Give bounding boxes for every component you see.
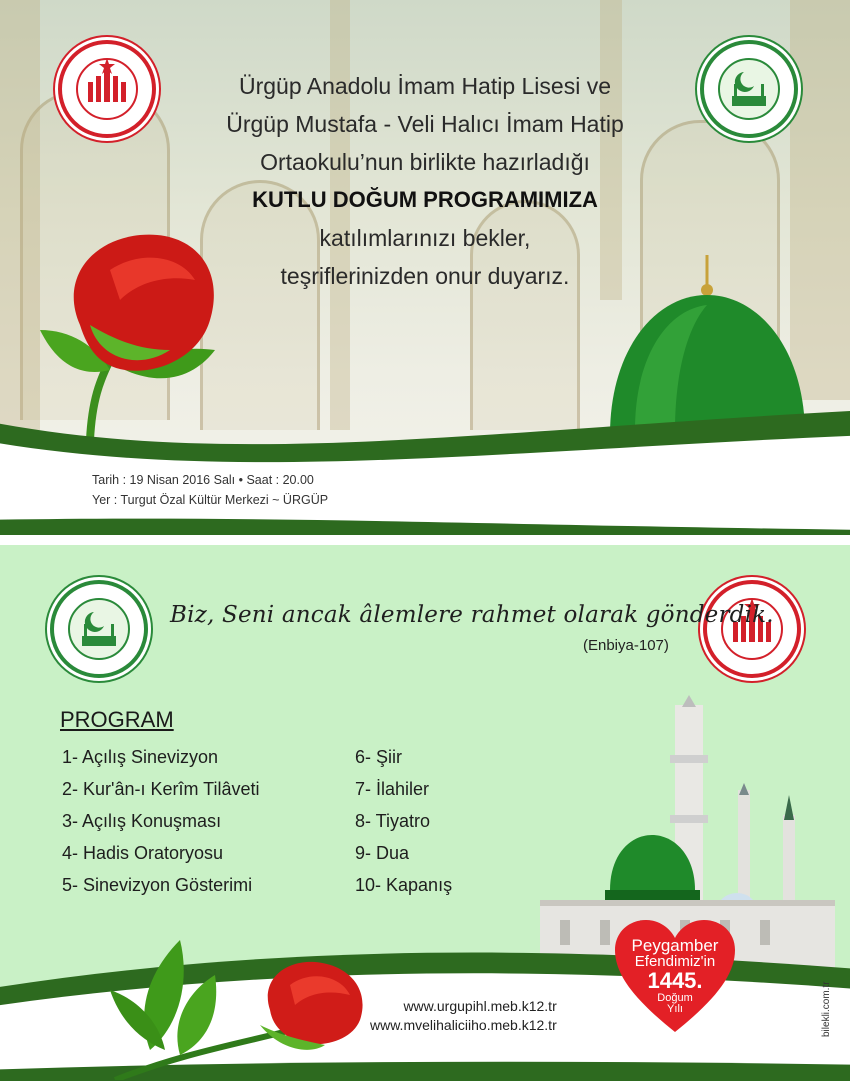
- list-item: 9- Dua: [355, 843, 410, 863]
- heading-line: Ortaokulu’nun birlikte hazırladığı: [260, 149, 590, 175]
- verse-text: Biz, Seni ancak âlemlere rahmet olarak gönderdik.: [170, 602, 774, 628]
- list-item: 1- Açılış Sinevizyon: [62, 747, 219, 767]
- list-item: 7- İlahiler: [355, 779, 430, 799]
- heading-line: Ürgüp Anadolu İmam Hatip Lisesi ve: [238, 73, 612, 99]
- event-date: Tarih : 19 Nisan 2016 Salı • Saat : 20.00: [92, 473, 314, 487]
- websites: [370, 997, 557, 1035]
- school-logo-left: [50, 580, 148, 678]
- list-item: 6- Şiir: [355, 747, 403, 767]
- program-title: PROGRAM: [60, 707, 174, 732]
- verse-reference: (Enbiya-107): [583, 637, 669, 654]
- rose-icon: [110, 930, 390, 1080]
- heart-line: Yılı: [667, 1003, 683, 1015]
- program-list-left: [62, 741, 260, 901]
- heart-number: 1445.: [647, 968, 703, 993]
- footer-wave: [0, 400, 850, 535]
- list-item: 10- Kapanış: [355, 875, 453, 895]
- school-logo-icon: [707, 584, 797, 674]
- program-list-right: [355, 741, 452, 901]
- invitation-back: [0, 545, 850, 1081]
- school-logo-icon: [54, 584, 144, 674]
- heart-line: Peygamber: [631, 936, 719, 955]
- heart-text: [620, 937, 730, 1015]
- school-logo-left: [58, 40, 156, 138]
- program-name: KUTLU DOĞUM PROGRAMIMIZA: [252, 187, 598, 212]
- school-logo-right: [700, 40, 798, 138]
- list-item: 5- Sinevizyon Gösterimi: [62, 875, 253, 895]
- school-logo-icon: [704, 44, 794, 134]
- heart-line: Doğum: [657, 992, 693, 1004]
- heading-line: Ürgüp Mustafa - Veli Halıcı İmam Hatip: [226, 111, 624, 137]
- heart-line: Efendimiz'in: [634, 953, 716, 970]
- closing-line: katılımlarınızı bekler,: [319, 225, 531, 251]
- closing-line: teşriflerinizden onur duyarız.: [280, 263, 570, 289]
- event-info: [92, 470, 328, 510]
- printer-credit: bilekli.com.tr: [821, 981, 832, 1037]
- list-item: 8- Tiyatro: [355, 811, 431, 831]
- invitation-front: [0, 0, 850, 535]
- school-logo-icon: [62, 44, 152, 134]
- list-item: 3- Açılış Konuşması: [62, 811, 222, 831]
- school-logo-right: [703, 580, 801, 678]
- website-link[interactable]: www.urgupihl.meb.k12.tr: [403, 998, 557, 1014]
- website-link[interactable]: www.mvelihaliciiho.meb.k12.tr: [370, 1017, 557, 1033]
- list-item: 4- Hadis Oratoryosu: [62, 843, 224, 863]
- event-venue: Yer : Turgut Özal Kültür Merkezi ~ ÜRGÜP: [92, 493, 329, 507]
- list-item: 2- Kur'ân-ı Kerîm Tilâveti: [62, 779, 260, 799]
